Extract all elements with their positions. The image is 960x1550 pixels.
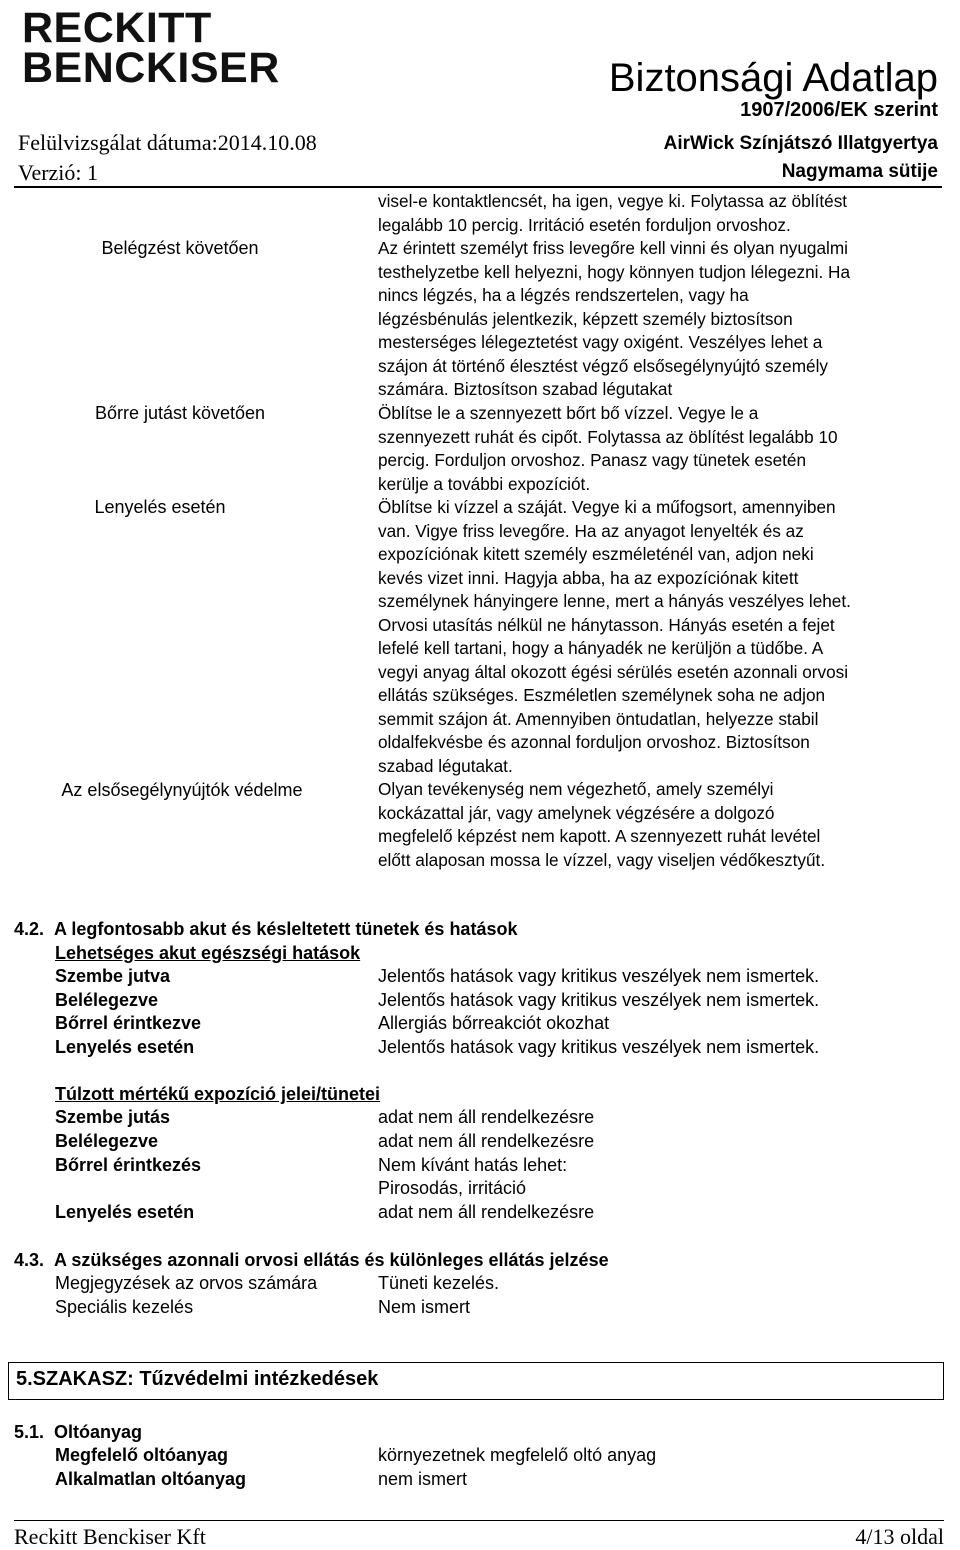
text-line: légzésbénulás jelentkezik, képzett személy biztosítson	[378, 308, 793, 329]
text-line: megfelelő képzést nem kapott. A szennyezett ruhát levétel	[378, 826, 821, 846]
section-number: 5.1.	[14, 1422, 45, 1442]
overexposure-heading: Túlzott mértékű expozíció jelei/tünetei	[55, 1084, 381, 1104]
text-line: percig. Forduljon orvoshoz. Panasz vagy tünetek esetén	[378, 450, 807, 470]
overexp-key-skin: Bőrrel érintkezés	[55, 1155, 202, 1175]
text-line: ellátás szükséges. Eszméletlen személynek soha ne adjon	[378, 685, 826, 705]
text-line: számára. Biztosítson szabad légutakat	[378, 379, 673, 399]
overexp-key-eye: Szembe jutás	[55, 1107, 171, 1127]
text-line: legalább 10 percig. Irritáció esetén forduljon orvoshoz.	[378, 214, 791, 235]
section-4-2-heading	[14, 919, 517, 940]
text-line: Olyan tevékenység nem végezhető, amely személyi	[378, 779, 774, 799]
text-line: szájon át történő élesztést végző elsősegélynyújtó személy	[378, 355, 828, 376]
note-key-special-treatment: Speciális kezelés	[55, 1297, 194, 1317]
text-line: mesterséges lélegeztetést vagy oxigént. Veszélyes lehet a	[378, 332, 823, 352]
text-line: Öblítse ki vízzel a száját. Vegye ki a műfogsort, amennyiben	[378, 497, 836, 517]
text-line: testhelyzetbe kell helyezni, hogy könnyen tudjon lélegezni. Ha	[378, 261, 851, 282]
media-key-unsuitable: Alkalmatlan oltóanyag	[55, 1469, 247, 1489]
section-5-title: 5.SZAKASZ: Tűzvédelmi intézkedések	[16, 1368, 379, 1390]
media-key-suitable: Megfelelő oltóanyag	[55, 1445, 229, 1465]
logo-line-1: RECKITT	[22, 4, 212, 52]
text-line: Az érintett személyt friss levegőre kell vinni és olyan nyugalmi	[378, 238, 848, 258]
acute-value-eye: Jelentős hatások vagy kritikus veszélyek nem ismertek.	[378, 966, 820, 986]
first-aid-label-responder-protection: Az elsősegélynyújtók védelme	[61, 780, 303, 800]
product-name: AirWick Színjátszó Illatgyertya	[663, 133, 938, 154]
section-title: Oltóanyag	[54, 1422, 143, 1442]
text-line: szennyezett ruhát és cipőt. Folytassa az öblítést legalább 10	[378, 426, 838, 447]
note-value-physician: Tüneti kezelés.	[378, 1273, 500, 1293]
product-variant: Nagymama sütije	[781, 161, 938, 182]
section-number: 4.2.	[14, 919, 45, 939]
first-aid-label-skin: Bőrre jutást követően	[94, 403, 266, 423]
overexp-value-eye: adat nem áll rendelkezésre	[378, 1107, 595, 1127]
text-line: van. Vigye friss levegőre. Ha az anyagot lenyelték és az	[378, 520, 804, 541]
overexp-value-inhalation: adat nem áll rendelkezésre	[378, 1131, 595, 1151]
first-aid-label-ingestion: Lenyelés esetén	[94, 497, 226, 517]
text-line: személynek hányingere lenne, mert a hányás veszélyes lehet.	[378, 591, 851, 611]
media-value-unsuitable: nem ismert	[378, 1469, 468, 1489]
overexp-value-skin-detail: Pirosodás, irritáció	[378, 1178, 527, 1198]
acute-value-ingestion: Jelentős hatások vagy kritikus veszélyek nem ismertek.	[378, 1037, 820, 1057]
note-key-physician: Megjegyzések az orvos számára	[55, 1273, 318, 1293]
overexp-value-skin: Nem kívánt hatás lehet:	[378, 1155, 568, 1175]
text-line: Orvosi utasítás nélkül ne hánytasson. Hányás esetén a fejet	[378, 614, 835, 635]
footer-divider	[14, 1520, 944, 1521]
acute-value-skin: Allergiás bőrreakciót okozhat	[378, 1013, 610, 1033]
text-line: lefelé kell tartani, hogy a hányadék ne kerüljön a tüdőbe. A	[378, 638, 824, 658]
text-line: oldalfekvésbe és azonnal forduljon orvoshoz. Biztosítson	[378, 732, 810, 752]
regulation-reference: 1907/2006/EK szerint	[740, 99, 938, 121]
text-line: előtt alaposan mossa le vízzel, vagy viseljen védőkesztyűt.	[378, 849, 826, 870]
footer-page-number: 4/13 oldal	[855, 1524, 944, 1549]
text-line: szabad légutakat.	[378, 755, 513, 776]
note-value-special-treatment: Nem ismert	[378, 1297, 471, 1317]
section-title: A szükséges azonnali orvosi ellátás és különleges ellátás jelzése	[54, 1250, 609, 1270]
section-5-1-heading	[14, 1422, 142, 1443]
eye-contact-continuation	[378, 190, 948, 237]
revision-date: Felülvizsgálat dátuma:2014.10.08	[18, 130, 317, 155]
overexp-key-ingestion: Lenyelés esetén	[55, 1202, 195, 1222]
media-value-suitable: környezetnek megfelelő oltó anyag	[378, 1445, 657, 1465]
first-aid-label-inhalation: Belégzést követően	[101, 238, 259, 258]
acute-key-eye: Szembe jutva	[55, 966, 171, 986]
acute-key-skin: Bőrrel érintkezve	[55, 1013, 202, 1033]
overexp-value-ingestion: adat nem áll rendelkezésre	[378, 1202, 595, 1222]
first-aid-text-ingestion	[378, 496, 948, 778]
header-divider	[14, 186, 942, 188]
text-line: Öblítse le a szennyezett bőrt bő vízzel. Vegye le a	[378, 403, 759, 423]
logo-line-2: BENCKISER	[22, 44, 280, 92]
document-title: Biztonsági Adatlap	[608, 56, 938, 100]
acute-effects-heading: Lehetséges akut egészségi hatások	[55, 943, 361, 963]
version-number: Verzió: 1	[18, 160, 99, 185]
acute-key-ingestion: Lenyelés esetén	[55, 1037, 195, 1057]
section-number: 4.3.	[14, 1250, 45, 1270]
text-line: visel-e kontaktlencsét, ha igen, vegye ki. Folytassa az öblítést	[378, 191, 848, 211]
text-line: expozíciónak kitett személy eszméleténél van, adjon neki	[378, 544, 814, 564]
text-line: nincs légzés, ha a légzés rendszertelen, vagy ha	[378, 285, 749, 305]
acute-key-inhalation: Belélegezve	[55, 990, 159, 1010]
section-4-3-heading	[14, 1250, 609, 1271]
footer-company: Reckitt Benckiser Kft	[14, 1524, 206, 1549]
company-logo	[22, 4, 280, 92]
text-line: kerülje a további expozíciót.	[378, 473, 591, 494]
text-line: kockázattal jár, vagy amelynek végzésére a dolgozó	[378, 802, 775, 823]
text-line: semmit szájon át. Amennyiben öntudatlan, helyezze stabil	[378, 708, 819, 729]
first-aid-text-skin	[378, 402, 948, 496]
section-title: A legfontosabb akut és késleltetett tünetek és hatások	[54, 919, 518, 939]
acute-value-inhalation: Jelentős hatások vagy kritikus veszélyek nem ismertek.	[378, 990, 820, 1010]
text-line: vegyi anyag által okozott égési sérülés esetén azonnali orvosi	[378, 661, 849, 682]
first-aid-text-inhalation	[378, 237, 948, 402]
first-aid-text-responder-protection	[378, 778, 948, 872]
overexp-key-inhalation: Belélegezve	[55, 1131, 159, 1151]
text-line: kevés vizet inni. Hagyja abba, ha az expozíciónak kitett	[378, 567, 799, 588]
